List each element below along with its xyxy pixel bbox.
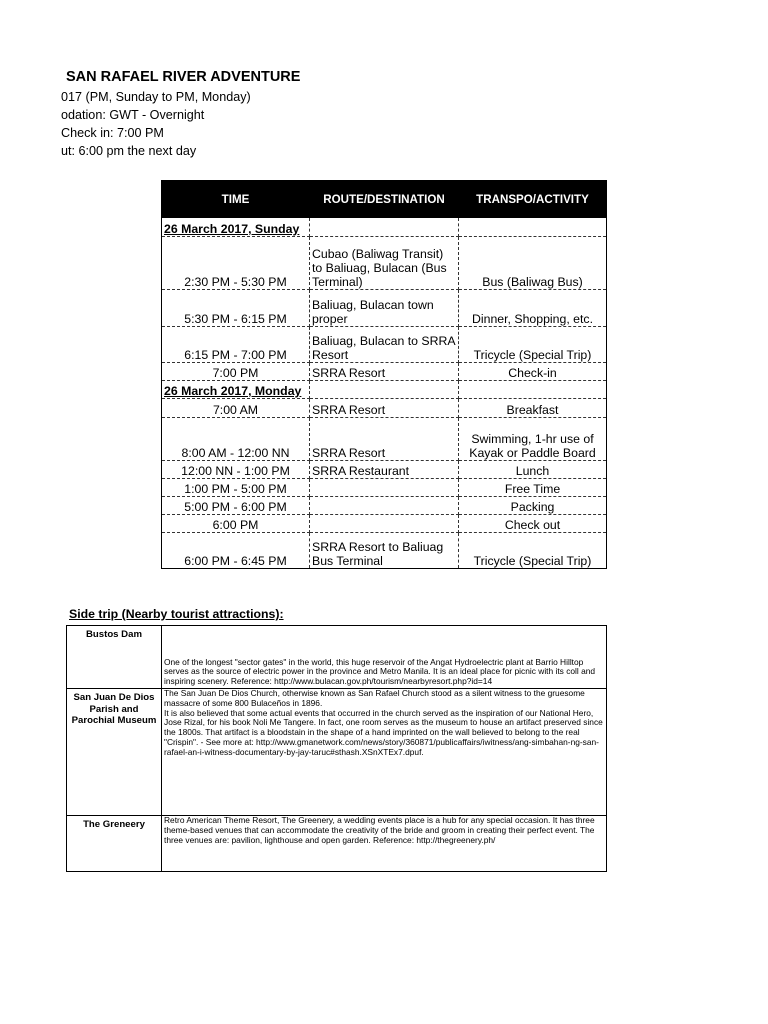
- table-row: [162, 515, 607, 533]
- attraction-name: San Juan De Dios Parish and Parochial Museum: [67, 689, 162, 816]
- table-row: [162, 461, 607, 479]
- check-in-line: Check in: 7:00 PM: [61, 126, 164, 140]
- activity-cell: Check-in: [459, 363, 607, 381]
- time-cell: 6:15 PM - 7:00 PM: [162, 327, 310, 363]
- date-cell: 26 March 2017, Sunday: [162, 218, 310, 237]
- route-cell: [310, 515, 459, 533]
- check-out-line: ut: 6:00 pm the next day: [61, 144, 197, 158]
- table-header-row: [162, 181, 607, 218]
- route-cell: Baliuag, Bulacan town proper: [310, 290, 459, 327]
- activity-cell: Tricycle (Special Trip): [459, 533, 607, 569]
- page-crop-edge: [0, 60, 60, 170]
- accommodation-line: odation: GWT - Overnight: [61, 108, 205, 122]
- time-cell: 8:00 AM - 12:00 NN: [162, 418, 310, 461]
- table-row: [162, 237, 607, 290]
- activity-cell: Swimming, 1-hr use of Kayak or Paddle Board: [459, 418, 607, 461]
- time-cell: 5:30 PM - 6:15 PM: [162, 290, 310, 327]
- table-row: [162, 290, 607, 327]
- attraction-description: One of the longest "sector gates" in the world, this huge reservoir of the Angat Hydroelectric plant at Barrio Hilltop serves as the source of electric power in the province and Metro Manila. It is an ideal place for picnic with its coll and inspiring scenery. Reference: http://www.bulacan.gov.ph/tourism/nearbyresort.php?id=14: [162, 626, 607, 689]
- side-trip-title: Side trip (Nearby tourist attractions):: [69, 607, 284, 621]
- activity-cell: Tricycle (Special Trip): [459, 327, 607, 363]
- column-header-route: ROUTE/DESTINATION: [310, 181, 459, 218]
- time-cell: 12:00 NN - 1:00 PM: [162, 461, 310, 479]
- route-cell: Baliuag, Bulacan to SRRA Resort: [310, 327, 459, 363]
- time-cell: 7:00 PM: [162, 363, 310, 381]
- route-cell: Cubao (Baliwag Transit) to Baliuag, Bulacan (Bus Terminal): [310, 237, 459, 290]
- empty-cell: [310, 381, 459, 399]
- table-row: [162, 363, 607, 381]
- table-row: [162, 327, 607, 363]
- date-row: [162, 218, 607, 237]
- time-cell: 6:00 PM: [162, 515, 310, 533]
- table-row: [162, 479, 607, 497]
- table-row: [162, 497, 607, 515]
- route-cell: SRRA Resort to Baliuag Bus Terminal: [310, 533, 459, 569]
- activity-cell: Bus (Baliwag Bus): [459, 237, 607, 290]
- itinerary-table: [161, 180, 607, 569]
- column-header-activity: TRANSPO/ACTIVITY: [459, 181, 607, 218]
- route-cell: [310, 479, 459, 497]
- side-trip-table: [66, 625, 607, 872]
- table-row: [162, 399, 607, 418]
- table-row: [162, 418, 607, 461]
- time-cell: 2:30 PM - 5:30 PM: [162, 237, 310, 290]
- table-row: [162, 533, 607, 569]
- attraction-name: The Greneery: [67, 816, 162, 872]
- route-cell: SRRA Restaurant: [310, 461, 459, 479]
- empty-cell: [459, 381, 607, 399]
- time-cell: 6:00 PM - 6:45 PM: [162, 533, 310, 569]
- attraction-row: [67, 689, 607, 816]
- time-cell: 1:00 PM - 5:00 PM: [162, 479, 310, 497]
- activity-cell: Breakfast: [459, 399, 607, 418]
- empty-cell: [459, 218, 607, 237]
- activity-cell: Lunch: [459, 461, 607, 479]
- activity-cell: Packing: [459, 497, 607, 515]
- empty-cell: [310, 218, 459, 237]
- date-cell: 26 March 2017, Monday: [162, 381, 310, 399]
- date-row: [162, 381, 607, 399]
- attraction-row: [67, 816, 607, 872]
- activity-cell: Free Time: [459, 479, 607, 497]
- route-cell: [310, 497, 459, 515]
- activity-cell: Dinner, Shopping, etc.: [459, 290, 607, 327]
- attraction-name: Bustos Dam: [67, 626, 162, 689]
- activity-cell: Check out: [459, 515, 607, 533]
- attraction-description: The San Juan De Dios Church, otherwise known as San Rafael Church stood as a silent witness to the gruesome massacre of some 800 Bulaceños in 1896. It is also believed that some actual events that occurred in the church served as the inspiration of our National Hero, Jose Rizal, for his book Noli Me Tangere. In fact, one room serves as the museum to house an artifact preserved since the 1800s. That artifact is a bloodstain in the shape of a hand imprinted on the wall believed to belong to the real "Crispin". - See more at: http://www.gmanetwork.com/news/story/360871/publicaffairs/iwitness/ang-simbahan-ng-san-rafael-an-i-witness-documentary-by-jay-taruc#sthash.XSnXTEx7.dpuf.: [162, 689, 607, 816]
- route-cell: SRRA Resort: [310, 363, 459, 381]
- time-cell: 5:00 PM - 6:00 PM: [162, 497, 310, 515]
- route-cell: SRRA Resort: [310, 399, 459, 418]
- column-header-time: TIME: [162, 181, 310, 218]
- time-cell: 7:00 AM: [162, 399, 310, 418]
- attraction-row: [67, 626, 607, 689]
- page-title: SAN RAFAEL RIVER ADVENTURE: [66, 69, 301, 85]
- date-line: 017 (PM, Sunday to PM, Monday): [61, 90, 251, 104]
- route-cell: SRRA Resort: [310, 418, 459, 461]
- attraction-description: Retro American Theme Resort, The Greenery, a wedding events place is a hub for any special occasion. It has three theme-based venues that can accommodate the creativity of the bride and groom in creating their perfect event. The three venues are: pavilion, lighthouse and open garden. Reference: http://thegreenery.ph/: [162, 816, 607, 872]
